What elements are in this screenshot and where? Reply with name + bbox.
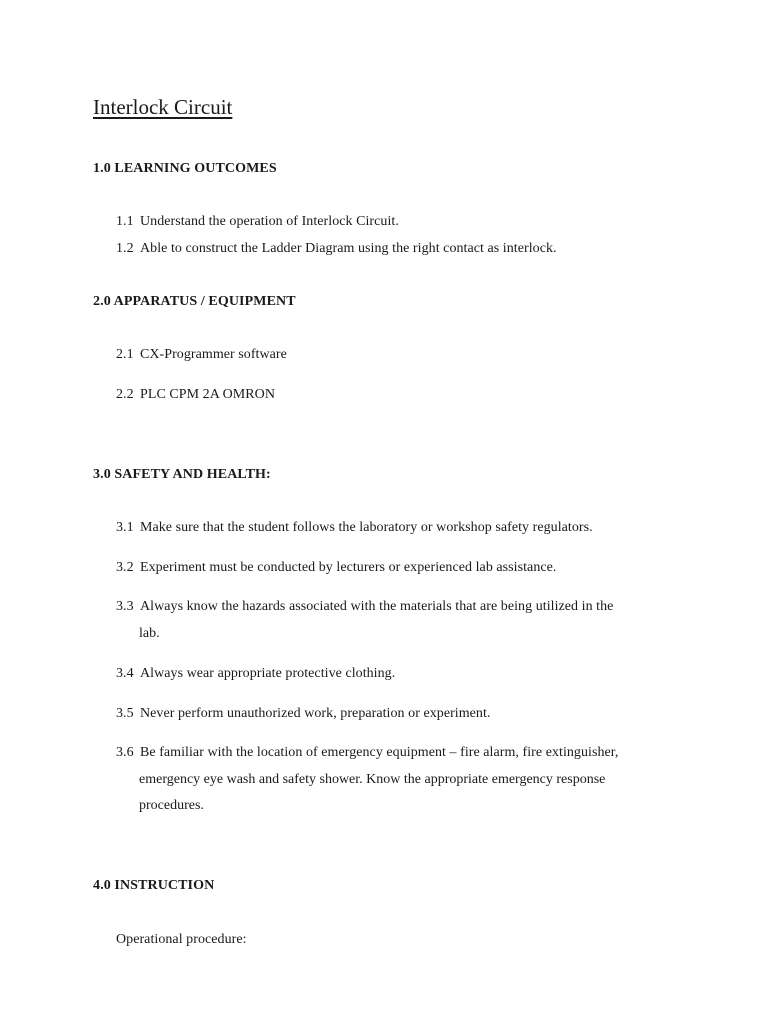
list-item bbox=[116, 520, 593, 536]
list-item bbox=[116, 387, 275, 403]
item-number: 2.2 bbox=[116, 387, 134, 402]
item-number: 3.3 bbox=[116, 599, 134, 614]
list-item-continuation: lab. bbox=[139, 626, 160, 641]
section-heading-safety: 3.0 SAFETY AND HEALTH: bbox=[93, 467, 271, 482]
item-text: Never perform unauthorized work, preparation or experiment. bbox=[140, 706, 491, 721]
item-number: 1.2 bbox=[116, 241, 134, 256]
item-text: Understand the operation of Interlock Circuit. bbox=[140, 214, 399, 229]
list-item-continuation: emergency eye wash and safety shower. Know the appropriate emergency response bbox=[139, 772, 606, 787]
item-number: 3.2 bbox=[116, 560, 134, 575]
item-number: 1.1 bbox=[116, 214, 134, 229]
list-item bbox=[116, 560, 556, 576]
list-item-continuation: procedures. bbox=[139, 798, 204, 813]
section-body-text: Operational procedure: bbox=[116, 932, 247, 947]
list-item bbox=[116, 706, 490, 722]
list-item bbox=[116, 666, 395, 682]
item-text: Able to construct the Ladder Diagram using the right contact as interlock. bbox=[140, 241, 557, 256]
item-text: Be familiar with the location of emergency equipment – fire alarm, fire extinguisher, bbox=[140, 745, 619, 760]
page-title: Interlock Circuit bbox=[93, 95, 233, 119]
item-text: Always know the hazards associated with the materials that are being utilized in the bbox=[140, 599, 614, 614]
item-number: 3.1 bbox=[116, 520, 134, 535]
item-number: 2.1 bbox=[116, 347, 134, 362]
item-text: Experiment must be conducted by lecturers or experienced lab assistance. bbox=[140, 560, 557, 575]
list-item bbox=[116, 599, 613, 615]
section-heading-instruction: 4.0 INSTRUCTION bbox=[93, 878, 215, 893]
list-item bbox=[116, 241, 557, 257]
item-text: PLC CPM 2A OMRON bbox=[140, 387, 276, 402]
item-number: 3.4 bbox=[116, 666, 134, 681]
item-number: 3.5 bbox=[116, 706, 134, 721]
item-text: Always wear appropriate protective clothing. bbox=[140, 666, 396, 681]
list-item bbox=[116, 347, 287, 363]
item-text: CX-Programmer software bbox=[140, 347, 287, 362]
list-item bbox=[116, 745, 619, 761]
item-text: Make sure that the student follows the laboratory or workshop safety regulators. bbox=[140, 520, 593, 535]
section-heading-apparatus: 2.0 APPARATUS / EQUIPMENT bbox=[93, 294, 296, 309]
list-item bbox=[116, 214, 399, 230]
section-heading-learning-outcomes: 1.0 LEARNING OUTCOMES bbox=[93, 161, 277, 176]
item-number: 3.6 bbox=[116, 745, 134, 760]
